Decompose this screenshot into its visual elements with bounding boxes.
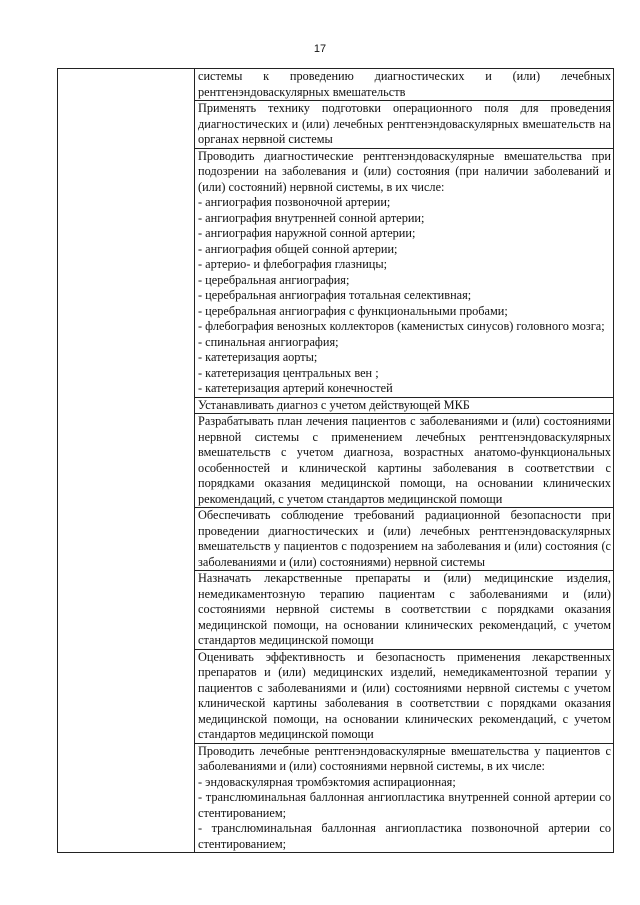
page-number: 17 [313, 43, 327, 55]
table-row [58, 69, 614, 101]
table-cell [195, 148, 614, 397]
cell-intro: Проводить диагностические рентгенэндоваскулярные вмешательства при подозрении на заболевания и (или) состояния (при наличии заболеваний и (или) состояний) нервной системы, в их числе: [198, 148, 611, 194]
table-cell [195, 508, 614, 571]
list-item: - ангиография наружной сонной артерии; [198, 226, 416, 240]
cell-text: Устанавливать диагноз с учетом действующей МКБ [198, 397, 470, 412]
list-item: - катетеризация центральных вен ; [198, 365, 379, 380]
cell-intro: Проводить лечебные рентгенэндоваскулярные вмешательства у пациентов с заболеваниями и (или) состояниями нервной системы, в их числе: [198, 743, 611, 773]
list-item: - церебральная ангиография тотальная селективная; [198, 288, 472, 302]
competency-table [57, 68, 614, 853]
list-item: - транслюминальная баллонная ангиопластика позвоночной артерии со стентированием; [198, 821, 611, 851]
cell-text: Применять технику подготовки операционного поля для проведения диагностических и (или) лечебных рентгенэндоваскулярных вмешательств на органах нервной системы [198, 101, 611, 146]
cell-text: Назначать лекарственные препараты и (или) медицинские изделия, немедикаментозную терапию пациентам с заболеваниями и (или) состояниями нервной системы в соответствии с порядками оказания медицинской помощи, на основании клинических рекомендаций, с учетом стандартов медицинской помощи [198, 571, 611, 647]
list-item: - ангиография внутренней сонной артерии; [198, 210, 425, 225]
cell-text: Обеспечивать соблюдение требований радиационной безопасности при проведении диагностических и (или) лечебных рентгенэндоваскулярных вмешательств у пациентов с подозрением на заболевания и (или) состояния (с заболеваниями и (или) состояниями) нервной системы [198, 508, 611, 569]
table-cell [195, 743, 614, 853]
cell-text: Разрабатывать план лечения пациентов с заболеваниями и (или) состояниями нервной системы с применением лечебных рентгенэндоваскулярных вмешательств с учетом диагноза, возрастных анатомо-функциональных особенностей и клинической картины заболевания в соответствии с порядками оказания медицинской помощи, на основании клинических рекомендаций, с учетом стандартов медицинской помощи [198, 414, 611, 506]
table-cell [195, 571, 614, 650]
table-cell [195, 397, 614, 414]
table-cell [195, 69, 614, 101]
list-item: - транслюминальная баллонная ангиопластика внутренней сонной артерии со стентированием; [198, 790, 611, 820]
list-item: - катетеризация артерий конечностей [198, 381, 393, 395]
list-item: - эндоваскулярная тромбэктомия аспирационная; [198, 774, 456, 789]
list-item: - ангиография общей сонной артерии; [198, 241, 398, 256]
table-cell [195, 414, 614, 508]
cell-text: Оценивать эффективность и безопасность применения лекарственных препаратов и (или) медицинских изделий, немедикаментозной терапии у пациентов с заболеваниями и (или) состояниями нервной системы с учетом клинической картины заболевания в соответствии с порядками оказания медицинской помощи, на основании клинических рекомендаций, с учетом стандартов медицинской помощи [198, 649, 611, 741]
list-item: - катетеризация аорты; [198, 350, 318, 364]
list-item: - ангиография позвоночной артерии; [198, 195, 391, 209]
list-item: - артерио- и флебография глазницы; [198, 257, 388, 271]
cell-text: системы к проведению диагностических и (или) лечебных рентгенэндоваскулярных вмешательств [198, 69, 611, 99]
list-item: - церебральная ангиография с функциональными пробами; [198, 303, 508, 318]
list-item: - спинальная ангиография; [198, 334, 339, 349]
empty-left-cell [58, 69, 195, 853]
table-cell [195, 101, 614, 149]
list-item: - церебральная ангиография; [198, 272, 350, 287]
list-item: - флебография венозных коллекторов (каменистых синусов) головного мозга; [198, 319, 605, 333]
table-cell [195, 649, 614, 743]
